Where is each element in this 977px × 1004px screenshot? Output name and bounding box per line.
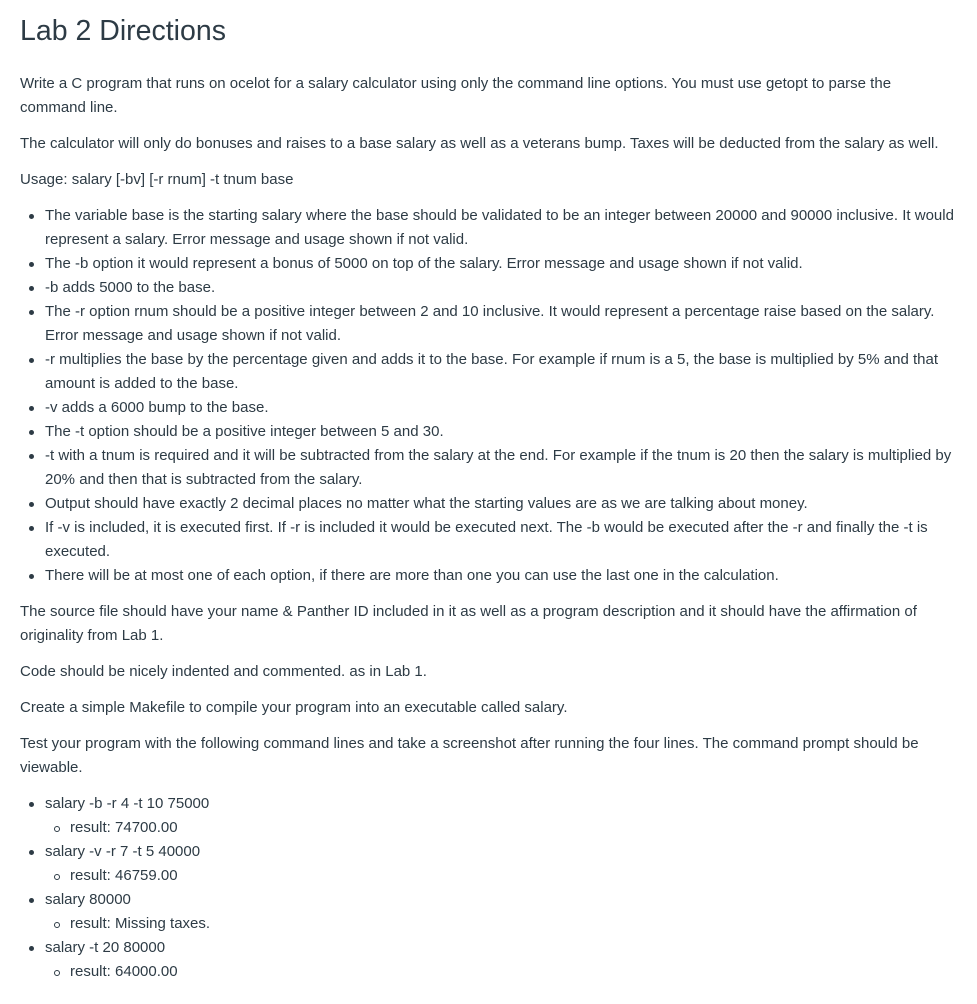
list-item: If -v is included, it is executed first. If -r is included it would be executed next. The -b would be executed after the -r and finally the -t is executed.: [20, 516, 957, 564]
code-style-note: Code should be nicely indented and commented. as in Lab 1.: [20, 663, 427, 680]
list-item: There will be at most one of each option, if there are more than one you can use the last one in the calculation.: [20, 564, 957, 588]
intro-paragraph-1: Write a C program that runs on ocelot for a salary calculator using only the command line options. You must use getopt to parse the command line.: [20, 75, 892, 116]
test-result-list: [45, 960, 957, 984]
list-item: -t with a tnum is required and it will be subtracted from the salary at the end. For example if the tnum is 20 then the salary is multiplied by 20% and then that is subtracted from the salary.: [20, 444, 957, 492]
page-title: Lab 2 Directions: [20, 15, 226, 47]
test-command: salary 80000: [45, 891, 131, 908]
intro-paragraph-2: The calculator will only do bonuses and raises to a base salary as well as a veterans bump. Taxes will be deducted from the salary as well.: [20, 135, 939, 152]
test-result-list: [45, 864, 957, 888]
test-case: [20, 936, 957, 984]
test-command: salary -t 20 80000: [45, 939, 166, 956]
list-item: The -b option it would represent a bonus of 5000 on top of the salary. Error message and usage shown if not valid.: [20, 252, 957, 276]
test-instructions: Test your program with the following command lines and take a screenshot after running the four lines. The command prompt should be viewable.: [20, 735, 919, 776]
test-case: [20, 888, 957, 936]
list-item: The -r option rnum should be a positive integer between 2 and 10 inclusive. It would represent a percentage raise based on the salary. Error message and usage shown if not valid.: [20, 300, 957, 348]
source-file-note: The source file should have your name & Panther ID included in it as well as a program description and it should have the affirmation of originality from Lab 1.: [20, 603, 917, 644]
makefile-note: Create a simple Makefile to compile your program into an executable called salary.: [20, 699, 568, 716]
list-item: Output should have exactly 2 decimal places no matter what the starting values are as we are talking about money.: [20, 492, 957, 516]
test-result-list: [45, 816, 957, 840]
list-item: The variable base is the starting salary where the base should be validated to be an integer between 20000 and 90000 inclusive. It would represent a salary. Error message and usage shown if not valid.: [20, 204, 957, 252]
list-item: The -t option should be a positive integer between 5 and 30.: [20, 420, 957, 444]
test-cases-list: [20, 792, 957, 984]
test-result-list: [45, 912, 957, 936]
test-result: result: 46759.00: [45, 864, 957, 888]
list-item: -b adds 5000 to the base.: [20, 276, 957, 300]
test-case: [20, 840, 957, 888]
test-result: result: 64000.00: [45, 960, 957, 984]
list-item: -r multiplies the base by the percentage given and adds it to the base. For example if rnum is a 5, the base is multiplied by 5% and that amount is added to the base.: [20, 348, 957, 396]
test-case: [20, 792, 957, 840]
requirements-list: [20, 204, 957, 588]
test-command: salary -b -r 4 -t 10 75000: [45, 795, 210, 812]
test-result: result: Missing taxes.: [45, 912, 957, 936]
test-command: salary -v -r 7 -t 5 40000: [45, 843, 201, 860]
usage-line: Usage: salary [-bv] [-r rnum] -t tnum base: [20, 171, 294, 188]
list-item: -v adds a 6000 bump to the base.: [20, 396, 957, 420]
test-result: result: 74700.00: [45, 816, 957, 840]
